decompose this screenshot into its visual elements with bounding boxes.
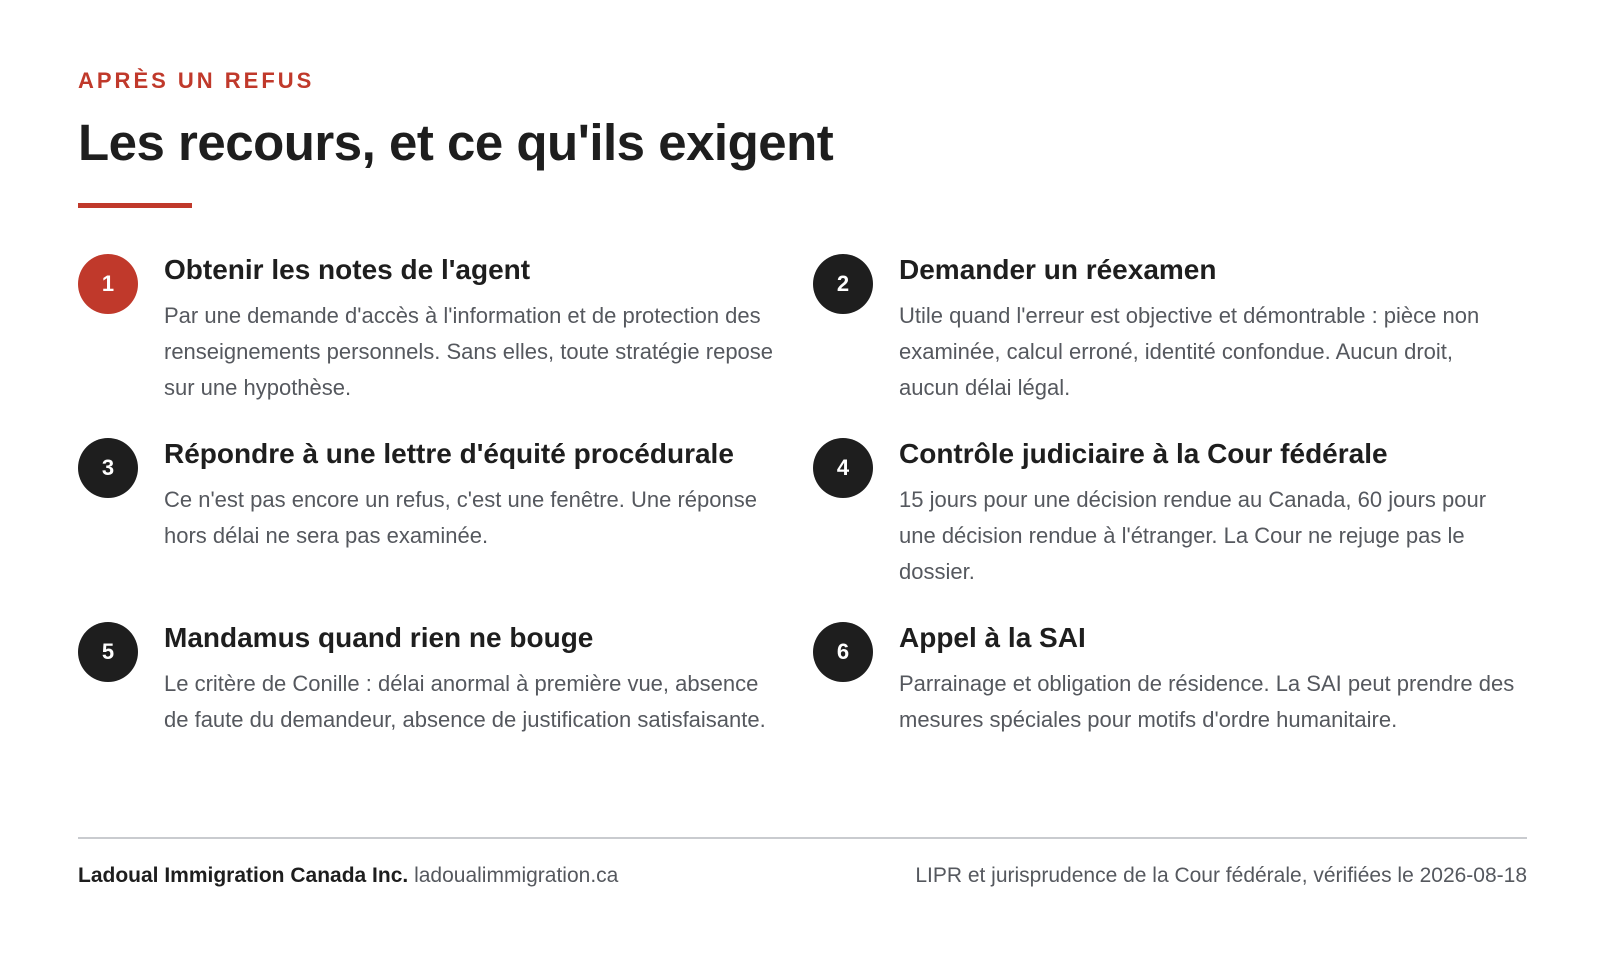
company-name: Ladoual Immigration Canada Inc. bbox=[78, 864, 409, 887]
step-title: Obtenir les notes de l'agent bbox=[164, 254, 531, 285]
page-title: Les recours, et ce qu'ils exigent bbox=[78, 114, 834, 171]
step-description: Par une demande d'accès à l'information et de protection des renseignements personnels. Sans elles, toute stratégie repose sur une hypothèse. bbox=[164, 303, 774, 400]
footer-brand-block bbox=[78, 864, 618, 888]
step-description: Utile quand l'erreur est objective et démontrable : pièce non examinée, calcul erroné, identité confondue. Aucun droit, aucun délai légal. bbox=[899, 303, 1480, 400]
step-title: Répondre à une lettre d'équité procédurale bbox=[164, 438, 734, 469]
step-number-badge: 4 bbox=[813, 438, 873, 498]
eyebrow-label: APRÈS UN REFUS bbox=[78, 68, 315, 93]
step-number-badge: 2 bbox=[813, 254, 873, 314]
step-number-badge: 1 bbox=[78, 254, 138, 314]
step-title: Contrôle judiciaire à la Cour fédérale bbox=[899, 438, 1388, 469]
step-description: 15 jours pour une décision rendue au Canada, 60 jours pour une décision rendue à l'étranger. La Cour ne rejuge pas le dossier. bbox=[899, 487, 1487, 584]
step-description: Le critère de Conille : délai anormal à première vue, absence de faute du demandeur, absence de justification satisfaisante. bbox=[164, 671, 766, 732]
step-number-badge: 6 bbox=[813, 622, 873, 682]
step-number-badge: 3 bbox=[78, 438, 138, 498]
step-title: Appel à la SAI bbox=[899, 622, 1086, 653]
website-link[interactable]: ladoualimmigration.ca bbox=[414, 864, 619, 887]
step-number-badge: 5 bbox=[78, 622, 138, 682]
step-description: Ce n'est pas encore un refus, c'est une fenêtre. Une réponse hors délai ne sera pas examinée. bbox=[164, 487, 757, 548]
source-note: LIPR et jurisprudence de la Cour fédérale, vérifiées le 2026-08-18 bbox=[915, 864, 1527, 887]
step-description: Parrainage et obligation de résidence. La SAI peut prendre des mesures spéciales pour motifs d'ordre humanitaire. bbox=[899, 671, 1515, 732]
footer-divider bbox=[78, 837, 1527, 839]
step-title: Mandamus quand rien ne bouge bbox=[164, 622, 594, 653]
title-accent-rule bbox=[78, 203, 192, 208]
step-title: Demander un réexamen bbox=[899, 254, 1217, 285]
